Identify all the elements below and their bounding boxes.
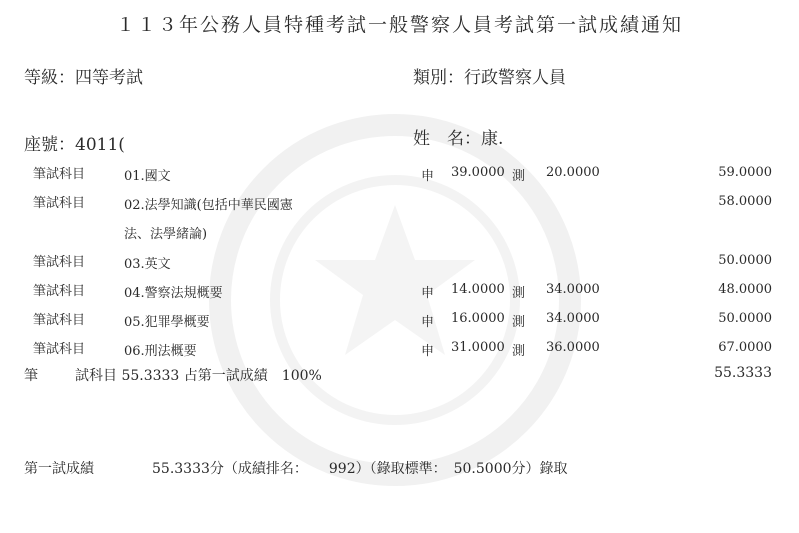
score-a-value: 16.0000 — [451, 311, 505, 326]
subject-total: 67.0000 — [718, 340, 772, 355]
row-label: 筆試科目 — [33, 342, 86, 357]
subject-total: 48.0000 — [718, 282, 772, 297]
score-b-value: 36.0000 — [546, 340, 600, 355]
seat-number: 座號：4011( — [24, 135, 125, 155]
summary-text: 試科目 55.3333 占第一試成績 100% — [75, 368, 322, 384]
seal-watermark — [205, 110, 585, 490]
score-a-value: 31.0000 — [451, 340, 505, 355]
row-label: 筆試科目 — [33, 255, 86, 270]
page-title: １１３年公務人員特種考試一般警察人員考試第一試成績通知 — [115, 14, 683, 36]
score-a-value: 39.0000 — [451, 165, 505, 180]
subject-name-continued: 法、法學緒論) — [124, 227, 208, 242]
exam-grade: 等級：四等考試 — [24, 68, 143, 88]
result-text: 55.3333分（成績排名： 992）（錄取標準： 50.5000分）錄取 — [152, 461, 568, 477]
subject-name: 05.犯罪學概要 — [124, 315, 210, 330]
row-label: 筆試科目 — [33, 313, 86, 328]
candidate-name: 姓 名：康. — [413, 129, 504, 149]
subject-name: 03.英文 — [124, 257, 171, 272]
score-b-label: 測 — [512, 286, 526, 301]
score-a-label: 申 — [421, 344, 435, 359]
score-b-label: 測 — [512, 315, 526, 330]
subject-name: 01.國文 — [124, 169, 171, 184]
subject-total: 50.0000 — [718, 311, 772, 326]
score-b-value: 34.0000 — [546, 282, 600, 297]
subject-name: 02.法學知識(包括中華民國憲 — [124, 198, 293, 213]
subject-name: 06.刑法概要 — [124, 344, 197, 359]
score-b-value: 34.0000 — [546, 311, 600, 326]
subject-total: 58.0000 — [718, 194, 772, 209]
subject-name: 04.警察法規概要 — [124, 286, 223, 301]
score-a-value: 14.0000 — [451, 282, 505, 297]
score-a-label: 申 — [421, 315, 435, 330]
subject-total: 50.0000 — [718, 253, 772, 268]
row-label: 筆試科目 — [33, 167, 86, 182]
score-a-label: 申 — [421, 286, 435, 301]
score-b-label: 測 — [512, 344, 526, 359]
exam-category: 類別：行政警察人員 — [413, 68, 566, 88]
row-label: 筆試科目 — [33, 196, 86, 211]
score-b-label: 測 — [512, 169, 526, 184]
subject-total: 59.0000 — [718, 165, 772, 180]
result-label: 第一試成績 — [24, 461, 94, 477]
summary-prefix: 筆 — [24, 368, 38, 384]
score-b-value: 20.0000 — [546, 165, 600, 180]
summary-total: 55.3333 — [714, 365, 772, 381]
score-a-label: 申 — [421, 169, 435, 184]
row-label: 筆試科目 — [33, 284, 86, 299]
